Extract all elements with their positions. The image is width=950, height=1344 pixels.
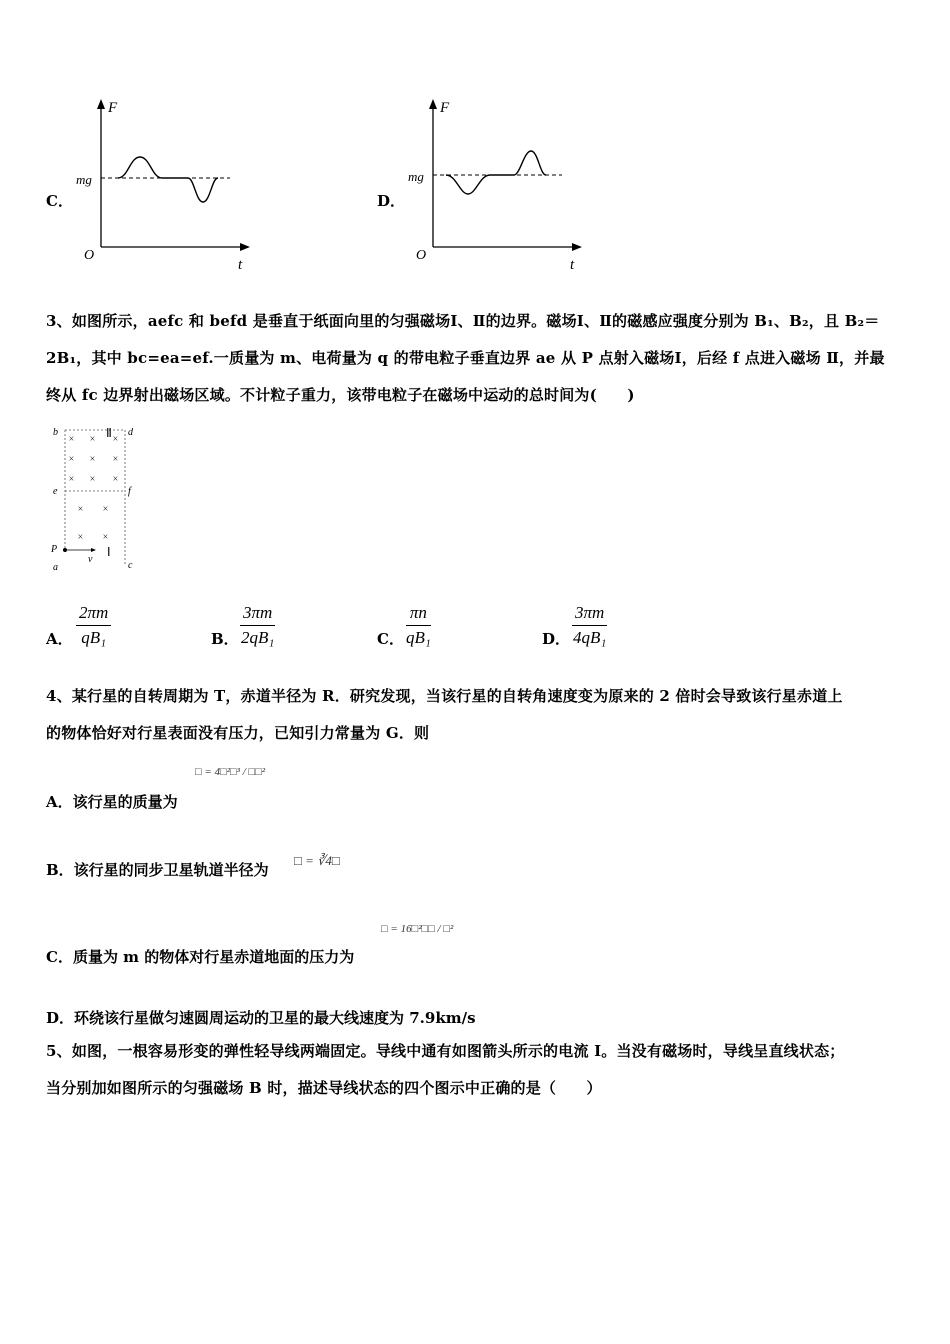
field-cross: × (112, 454, 119, 465)
q4-option-a: A．该行星的质量为 (46, 793, 178, 811)
q4-option-a-formula: □ = 4□²□³ / □□² (195, 766, 266, 778)
numerator: πn (409, 603, 427, 622)
label-e: e (53, 486, 58, 497)
field-cross: × (68, 474, 75, 485)
q4-option-d: D．环绕该行星做匀速圆周运动的卫星的最大线速度为 7.9km/s (46, 1009, 476, 1027)
question-4-text (46, 678, 916, 752)
q4-option-c: C．质量为 m 的物体对行星赤道地面的压力为 (46, 948, 355, 966)
field-cross: × (89, 474, 96, 485)
field-cross: × (112, 434, 119, 445)
q4-option-b: B．该行星的同步卫星轨道半径为 (46, 861, 269, 879)
origin-label: O (84, 248, 95, 263)
question-3-text (46, 303, 916, 414)
q4-line-1: 4、某行星的自转周期为 T，赤道半径为 R．研究发现，当该行星的自转角速度变为原来的 2 倍时会导致该行星赤道上 (46, 687, 843, 705)
y-axis-arrow (429, 99, 437, 109)
denominator: 4qB₁ (573, 628, 607, 647)
denominator: qB₁ (406, 628, 431, 647)
x-axis-arrow (240, 243, 250, 251)
q4-option-b-formula: □ = ∛4□ (294, 853, 340, 868)
numerator: 2πm (79, 603, 109, 622)
q5-line-1: 5、如图，一根容易形变的弹性轻导线两端固定。导线中通有如图箭头所示的电流 I。当没有磁场时，导线呈直线状态； (46, 1042, 845, 1060)
option-d-label: D． (377, 192, 406, 210)
x-axis-label: t (570, 257, 575, 273)
graph-c (70, 95, 260, 280)
numerator: 3πm (243, 603, 273, 622)
force-curve (446, 151, 546, 194)
label-v: v (88, 554, 93, 565)
field-cross: × (68, 434, 75, 445)
numerator: 3πm (575, 603, 605, 622)
q3-option-d-label: D． (542, 630, 571, 648)
field-cross: × (77, 504, 84, 515)
q4-line-2: 的物体恰好对行星表面没有压力，已知引力常量为 G．则 (46, 724, 430, 742)
q4-option-c-formula: □ = 16□²□□ / □² (381, 923, 454, 935)
q3-option-d-fraction (572, 603, 607, 648)
force-curve (118, 157, 218, 202)
mg-label: mg (76, 172, 92, 187)
label-c: c (128, 560, 133, 571)
q3-line-3: 终从 fc 边界射出磁场区域。不计粒子重力，该带电粒子在磁场中运动的总时间为( ) (46, 386, 635, 404)
label-b: b (53, 427, 58, 438)
label-a: a (53, 562, 58, 573)
region-1-label: Ⅰ (107, 545, 111, 559)
field-cross: × (68, 454, 75, 465)
region-2-label: Ⅱ (106, 426, 112, 440)
q3-option-a-fraction (76, 603, 111, 648)
denominator: qB₁ (81, 628, 107, 647)
question-5-text (46, 1033, 916, 1107)
q3-line-2: 2B₁，其中 bc=ea=ef.一质量为 m、电荷量为 q 的带电粒子垂直边界 ae 从 P 点射入磁场Ⅰ，后经 f 点进入磁场 Ⅱ，并最 (46, 349, 885, 367)
x-axis-label: t (238, 257, 243, 273)
q3-option-a-label: A． (46, 630, 73, 648)
x-axis-arrow (572, 243, 582, 251)
q3-option-c-fraction (406, 603, 431, 648)
field-cross: × (102, 532, 109, 543)
origin-label: O (416, 248, 427, 263)
q3-option-c-label: C． (377, 630, 404, 648)
denominator: 2qB₁ (241, 628, 275, 647)
field-cross: × (112, 474, 119, 485)
q5-line-2: 当分别加如图所示的匀强磁场 B 时，描述导线状态的四个图示中正确的是（ ） (46, 1079, 602, 1097)
label-p: P (51, 544, 58, 555)
y-axis-arrow (97, 99, 105, 109)
field-cross: × (89, 434, 96, 445)
y-axis-label: F (440, 100, 450, 116)
y-axis-label: F (108, 100, 118, 116)
q3-option-b-label: B． (211, 630, 239, 648)
q3-option-b-fraction (240, 603, 275, 648)
field-cross: × (89, 454, 96, 465)
field-cross: × (77, 532, 84, 543)
point-p (63, 548, 67, 552)
magnetic-field-figure (46, 420, 156, 580)
field-cross: × (102, 504, 109, 515)
label-d: d (128, 427, 133, 438)
graph-d (402, 95, 592, 280)
option-c-label: C． (46, 192, 73, 210)
q3-line-1: 3、如图所示，aefc 和 befd 是垂直于纸面向里的匀强磁场Ⅰ、Ⅱ的边界。磁场Ⅰ、Ⅱ的磁感应强度分别为 B₁、B₂，且 B₂＝ (46, 312, 880, 330)
mg-label: mg (408, 169, 424, 184)
label-f: f (128, 486, 131, 497)
